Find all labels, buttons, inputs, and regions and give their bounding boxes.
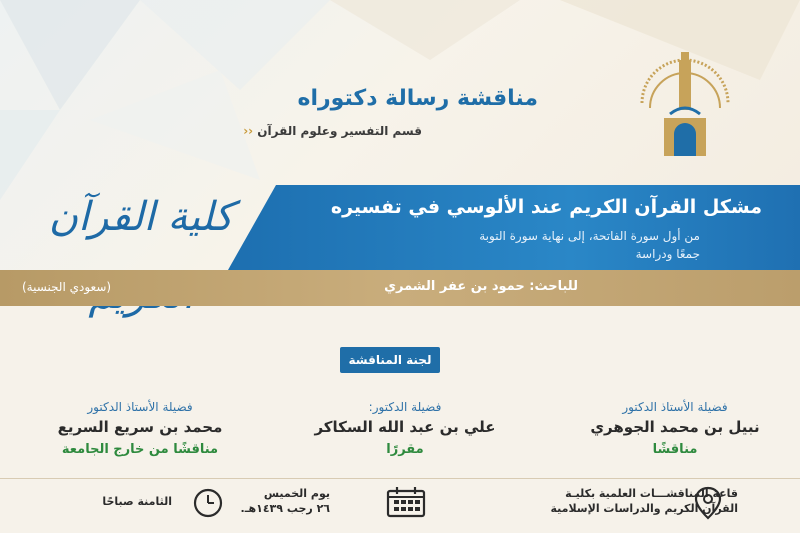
department-label: قسم التفسير وعلوم القرآن [257, 124, 422, 138]
event-day: يوم الخميس [263, 487, 330, 500]
thesis-method: جمعًا ودراسة [635, 247, 700, 261]
college-calligraphy: كلية القرآن [48, 194, 234, 240]
member-title: فضيلة الدكتور: [368, 400, 442, 414]
thesis-title: مشكل القرآن الكريم عند الألوسي في تفسيره [330, 196, 762, 218]
department-line [202, 124, 422, 138]
member-name: علي بن عبد الله السكاكر [314, 418, 496, 436]
thesis-scope: من أول سورة الفاتحة، إلى نهاية سورة التوبة [479, 229, 700, 243]
member-role: مناقشًا [652, 442, 698, 457]
chevron-left-icon: ‹‹ [243, 124, 254, 138]
committee-member [290, 400, 520, 457]
event-time-label: الثامنة صباحًا [102, 495, 172, 508]
committee-member [20, 400, 260, 457]
member-title: فضيلة الأستاذ الدكتور [622, 400, 728, 414]
university-logo [630, 48, 740, 160]
clock-icon [192, 487, 224, 519]
member-role: مقررًا [386, 442, 424, 457]
event-time [72, 494, 172, 509]
member-name: نبيل بن محمد الجوهري [590, 418, 760, 436]
document-title: مناقشة رسالة دكتوراه [297, 86, 538, 111]
member-title: فضيلة الأستاذ الدكتور [87, 400, 193, 414]
event-date: ٢٦ رجب ١٤٣٩هـ. [240, 502, 330, 515]
committee-heading: لجنة المناقشة [340, 347, 440, 373]
researcher-nationality: (سعودي الجنسية) [22, 280, 112, 294]
date-block [210, 486, 330, 516]
venue-line-2: القرآن الكريم والدراسات الإسلامية [550, 502, 738, 515]
member-role: مناقشًا من خارج الجامعة [61, 442, 219, 457]
venue-line-1: قاعة المناقشـــات العلمية بكليـة [565, 487, 738, 500]
member-name: محمد بن سريع السريع [57, 418, 223, 436]
venue [478, 486, 738, 516]
calendar-icon [386, 486, 426, 518]
committee-member [560, 400, 790, 457]
researcher-name: للباحث: حمود بن عفر الشمري [384, 279, 578, 294]
footer-divider [0, 478, 800, 479]
